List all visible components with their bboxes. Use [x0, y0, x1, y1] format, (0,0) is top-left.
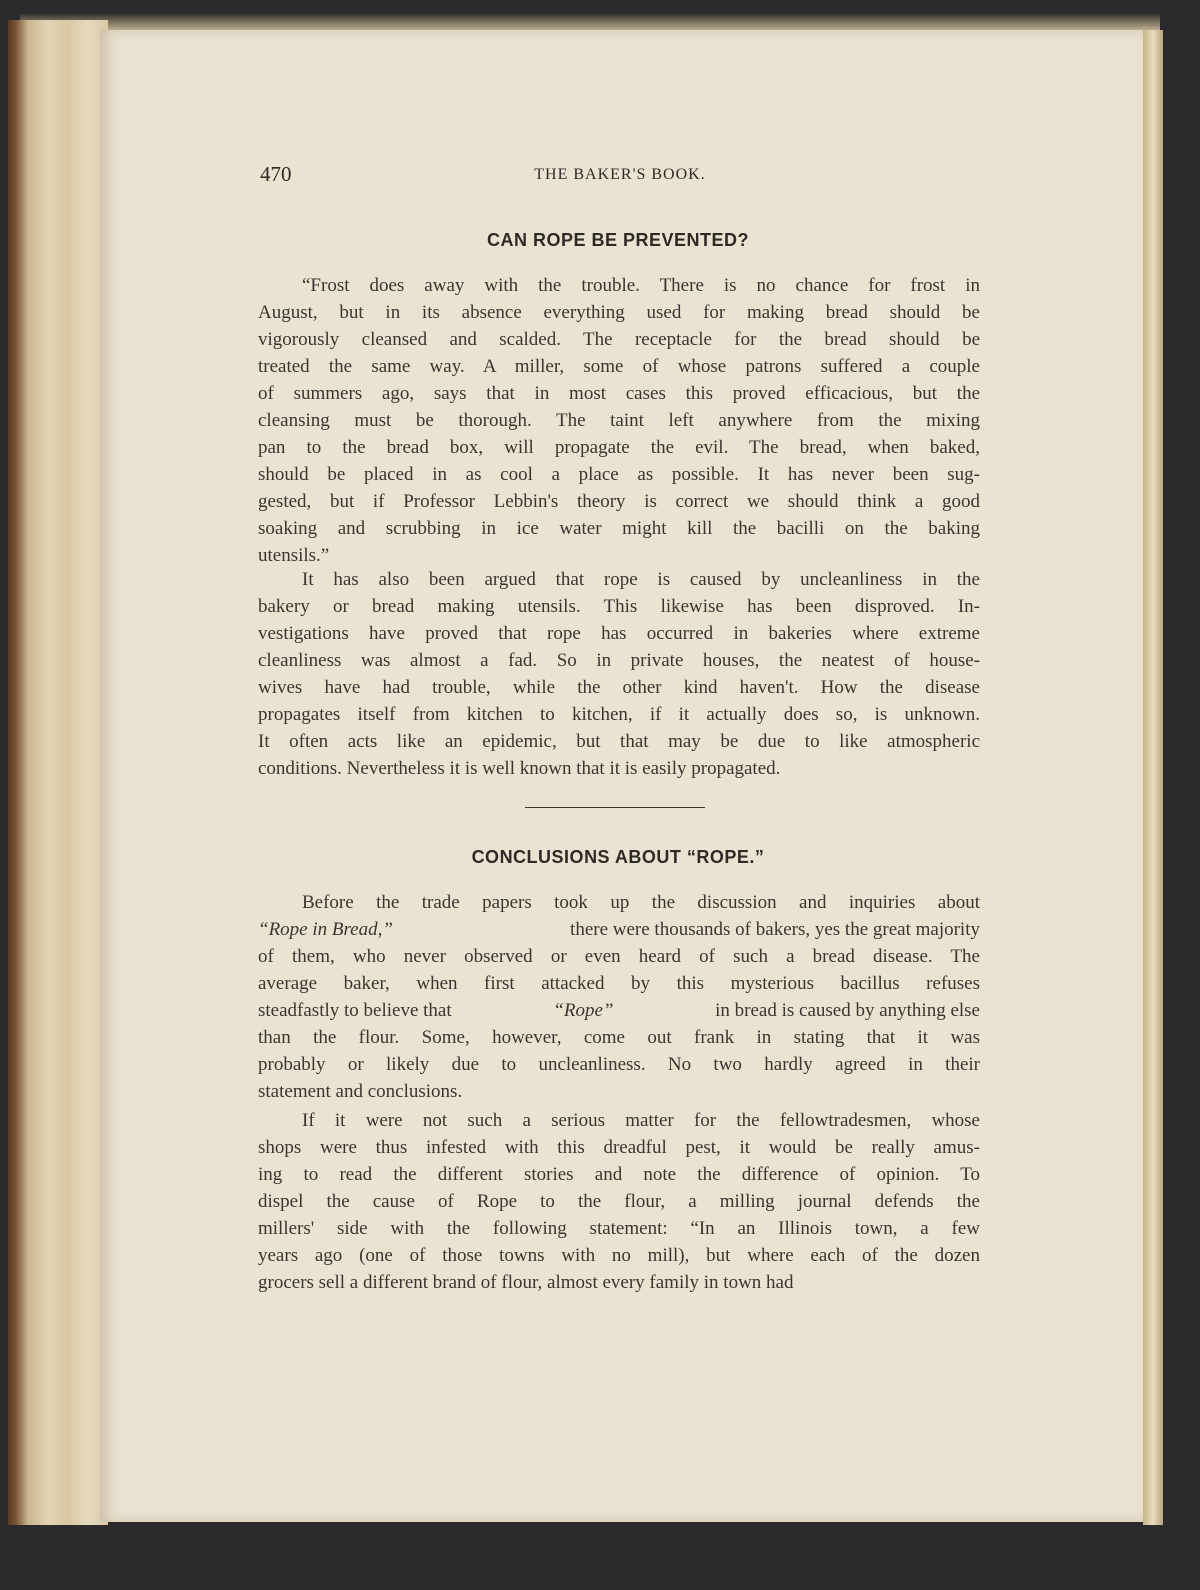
text-line: shops were thus infested with this dreadful pest, it would be really amus-	[258, 1137, 980, 1158]
text-line: ing to read the different stories and note the difference of opinion. To	[258, 1164, 980, 1185]
text-line	[258, 916, 980, 943]
section-divider	[525, 807, 705, 808]
text-line: vigorously cleansed and scalded. The receptacle for the bread should be	[258, 329, 980, 350]
text-line: “Frost does away with the trouble. There is no chance for frost in	[302, 275, 980, 296]
text-line: years ago (one of those towns with no mill), but where each of the dozen	[258, 1245, 980, 1266]
text-line: gested, but if Professor Lebbin's theory is correct we should think a good	[258, 491, 980, 512]
text-line: conditions. Nevertheless it is well known that it is easily propagated.	[258, 758, 781, 779]
scan-background	[0, 1525, 1200, 1590]
text-line: should be placed in as cool a place as possible. It has never been sug-	[258, 464, 980, 485]
text-line: treated the same way. A miller, some of whose patrons suffered a couple	[258, 356, 980, 377]
paragraph	[258, 272, 980, 569]
text-line: than the flour. Some, however, come out frank in stating that it was	[258, 1027, 980, 1048]
text-segment: steadfastly to believe that	[258, 1000, 457, 1021]
text-line: of summers ago, says that in most cases this proved efficacious, but the	[258, 383, 980, 404]
text-line: cleanliness was almost a fad. So in private houses, the neatest of house-	[258, 650, 980, 671]
paragraph	[258, 1107, 980, 1296]
text-line: pan to the bread box, will propagate the evil. The bread, when baked,	[258, 437, 980, 458]
text-line: of them, who never observed or even heard of such a bread disease. The	[258, 946, 980, 967]
page-edges-left	[8, 20, 108, 1530]
italic-text: “Rope in Bread,”	[258, 919, 393, 940]
section-heading-2: CONCLUSIONS ABOUT “ROPE.”	[471, 847, 765, 867]
page-number: 470	[260, 162, 292, 186]
italic-text: “Rope”	[553, 1000, 614, 1021]
text-line: It has also been argued that rope is caused by uncleanliness in the	[302, 569, 980, 590]
paragraph	[258, 889, 980, 1105]
text-line: statement and conclusions.	[258, 1081, 463, 1102]
text-line: soaking and scrubbing in ice water might kill the bacilli on the baking	[258, 518, 980, 539]
page-edge-right	[1143, 30, 1163, 1530]
text-line: If it were not such a serious matter for the fellowtradesmen, whose	[302, 1110, 980, 1131]
text-line: dispel the cause of Rope to the flour, a milling journal defends the	[258, 1191, 980, 1212]
text-line: millers' side with the following statement: “In an Illinois town, a few	[258, 1218, 980, 1239]
text-line: utensils.”	[258, 545, 330, 566]
text-segment: there were thousands of bakers, yes the great majority	[565, 919, 980, 940]
section-heading-1: CAN ROPE BE PREVENTED?	[486, 230, 750, 250]
text-line: average baker, when first attacked by this mysterious bacillus refuses	[258, 973, 980, 994]
paragraph	[258, 566, 980, 782]
text-line: grocers sell a different brand of flour, almost every family in town had	[258, 1272, 794, 1293]
text-line: bakery or bread making utensils. This likewise has been disproved. In-	[258, 596, 980, 617]
text-line	[258, 997, 980, 1024]
text-line: probably or likely due to uncleanliness. No two hardly agreed in their	[258, 1054, 980, 1075]
text-line: propagates itself from kitchen to kitchen, if it actually does so, is unknown.	[258, 704, 980, 725]
text-line: wives have had trouble, while the other kind haven't. How the disease	[258, 677, 980, 698]
text-line: cleansing must be thorough. The taint left anywhere from the mixing	[258, 410, 980, 431]
text-segment: in bread is caused by anything else	[710, 1000, 980, 1021]
text-line: It often acts like an epidemic, but that may be due to like atmospheric	[258, 731, 980, 752]
text-line: August, but in its absence everything used for making bread should be	[258, 302, 980, 323]
text-line: Before the trade papers took up the discussion and inquiries about	[302, 892, 980, 913]
text-line: vestigations have proved that rope has occurred in bakeries where extreme	[258, 623, 980, 644]
running-head: THE BAKER'S BOOK.	[534, 166, 706, 183]
